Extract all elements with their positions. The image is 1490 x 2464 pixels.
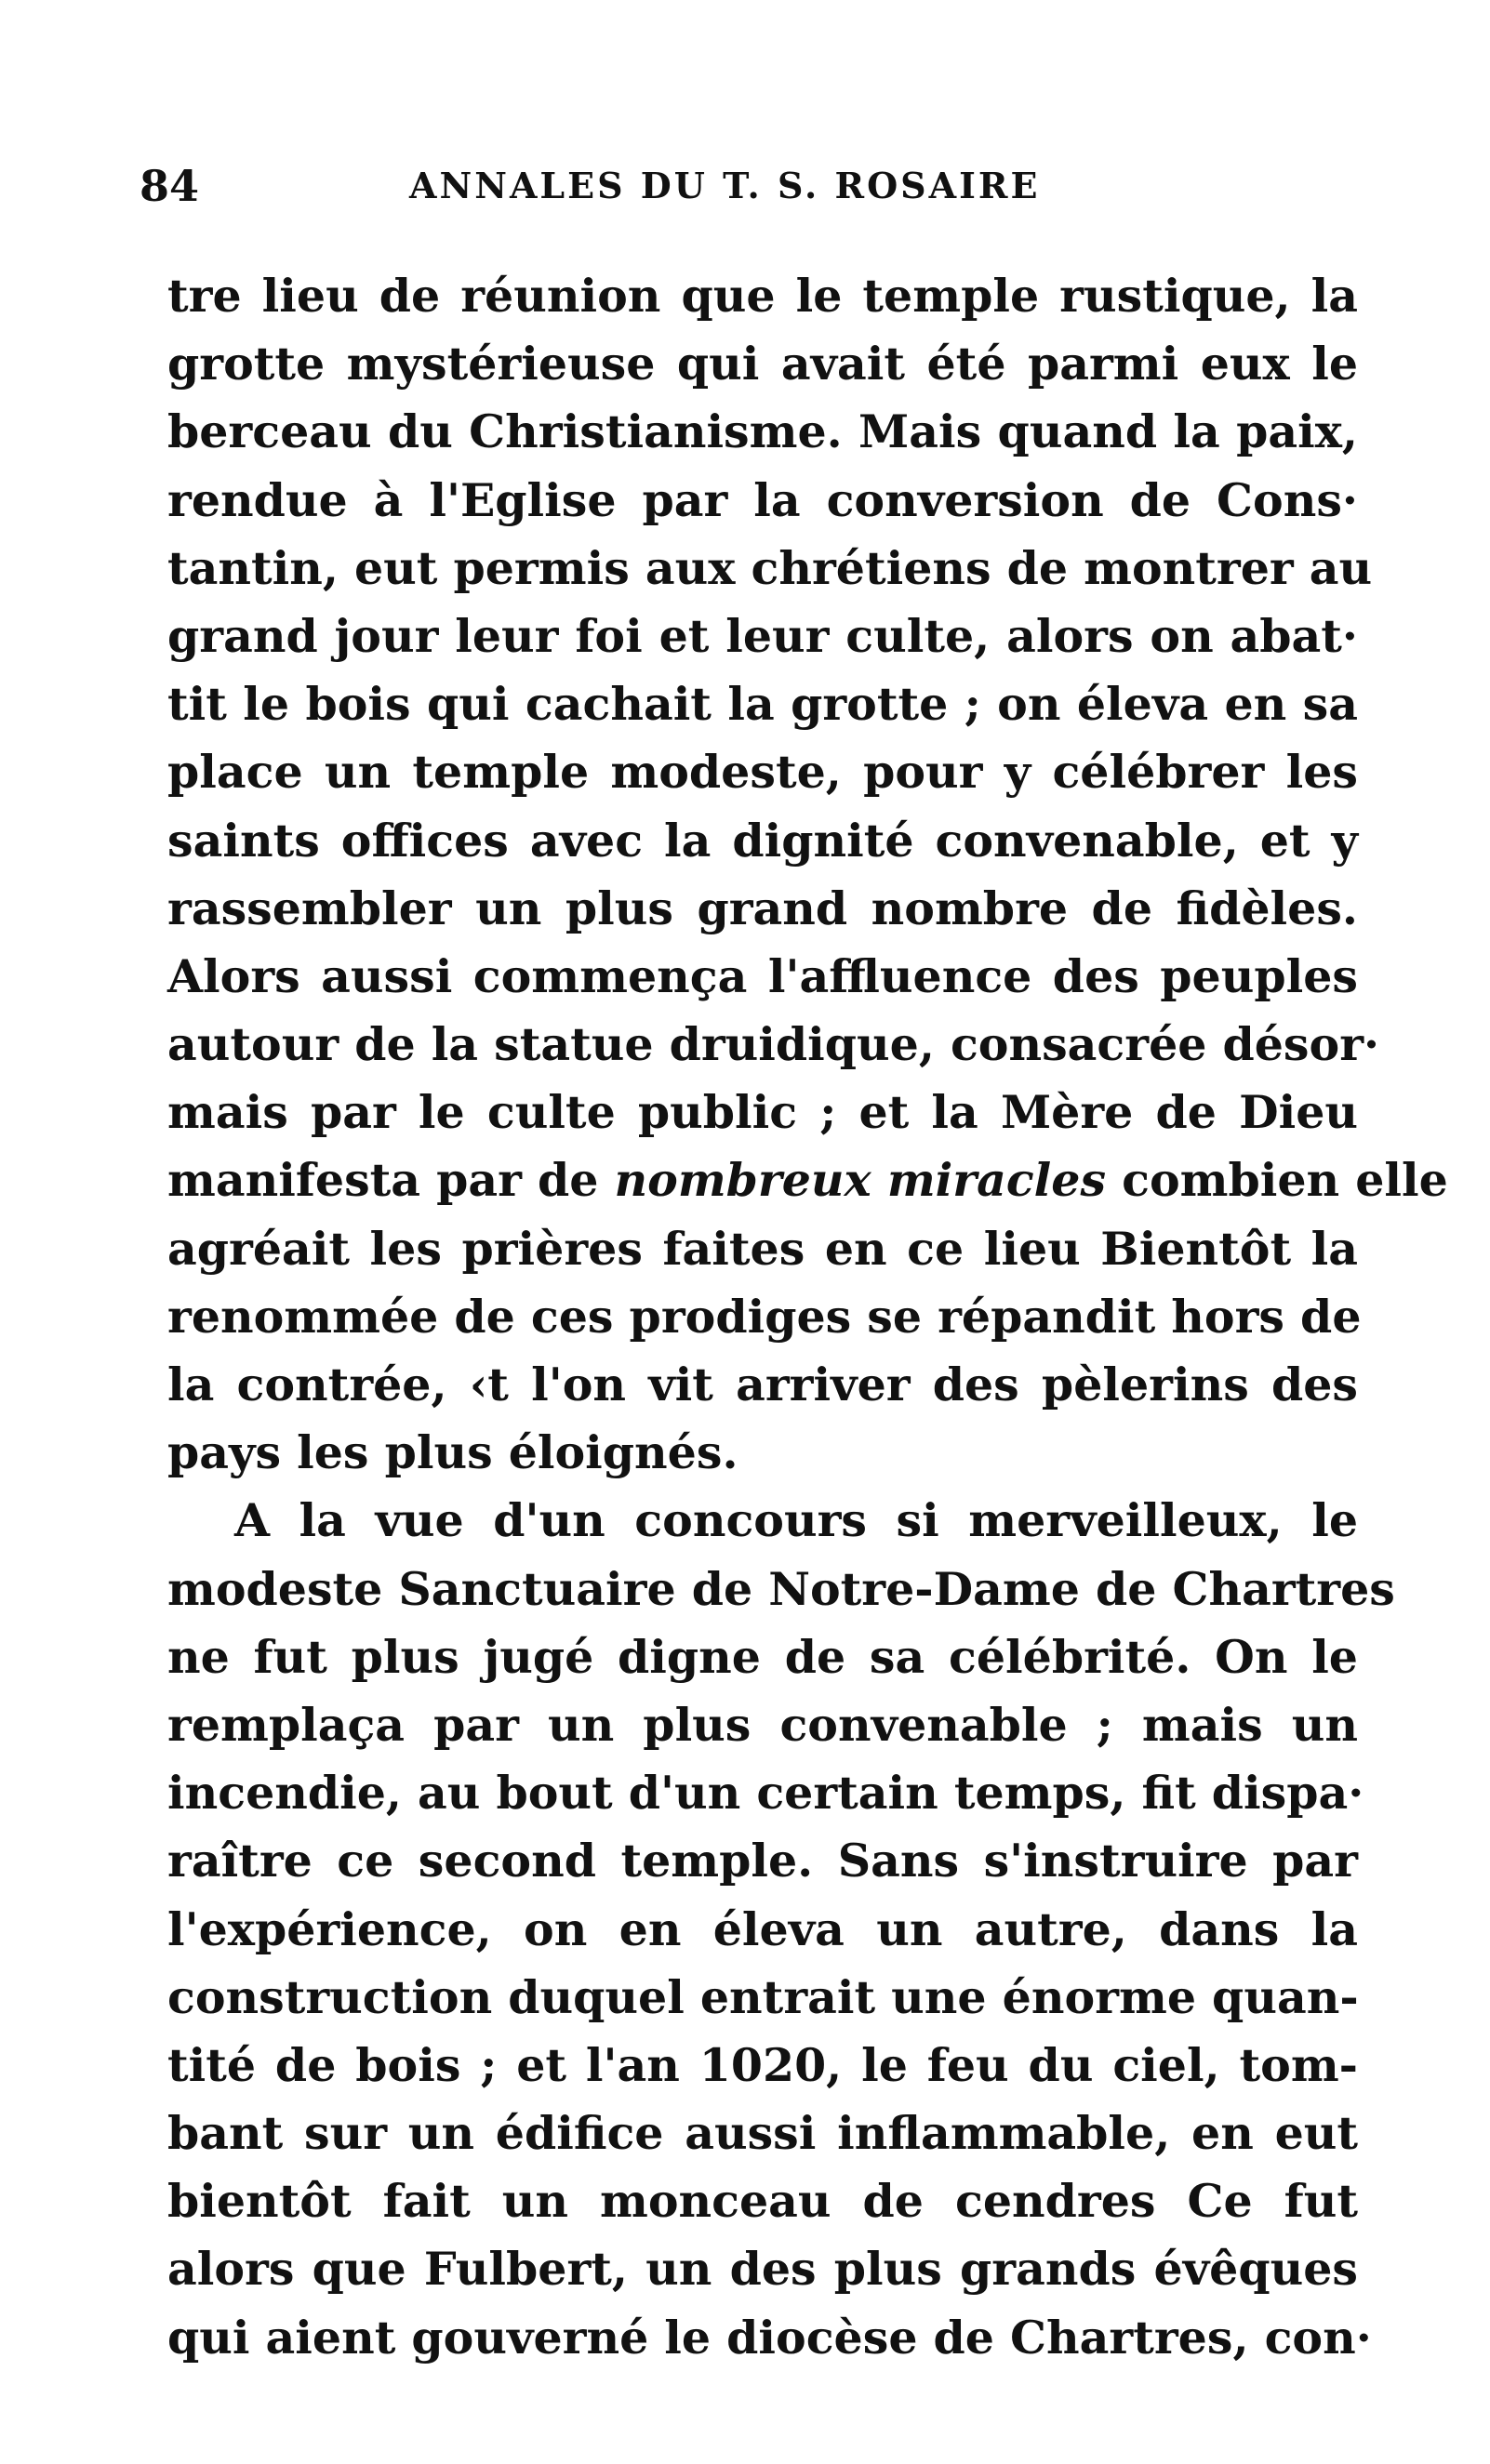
page-header (140, 158, 1088, 214)
text-line: raître ce second temple. Sans s'instruire par (167, 1834, 1358, 1888)
text-line: place un temple modeste, pour y célébrer les (167, 745, 1358, 800)
text-line: tantin, eut permis aux chrétiens de montrer au (167, 540, 1373, 595)
text-line: tité de bois ; et l'an 1020, le feu du ciel, tom- (167, 2037, 1358, 2092)
text-line: grand jour leur foi et leur culte, alors on abat· (167, 608, 1358, 663)
text-line: bant sur un édifice aussi inflammable, en eut (167, 2106, 1358, 2161)
page-number: 84 (140, 161, 200, 211)
text-line: construction duquel entrait une énorme quan- (167, 1969, 1359, 2024)
text-line: Alors aussi commença l'affluence des peuples (167, 948, 1358, 1003)
text-line: ne fut plus jugé digne de sa célébrité. On le (167, 1629, 1358, 1684)
text-line: rendue à l'Eglise par la conversion de Cons· (167, 472, 1358, 527)
text-line: saints offices avec la dignité convenable, et y (167, 813, 1358, 868)
text-line: grotte mystérieuse qui avait été parmi eux le (167, 337, 1358, 391)
italic-text: nombreux miracles (614, 1153, 1107, 1208)
text-line: renommée de ces prodiges se répandit hors de (167, 1289, 1362, 1344)
text-line: l'expérience, on en éleva un autre, dans la (167, 1901, 1358, 1956)
text-line: berceau du Christianisme. Mais quand la paix, (167, 404, 1358, 459)
text-line: autour de la statue druidique, consacrée désor· (167, 1017, 1380, 1072)
paragraph-start-line: A la vue d'un concours si merveilleux, le (234, 1493, 1358, 1548)
text-line: incendie, au bout d'un certain temps, fit dispa· (167, 1766, 1364, 1821)
text-line: agréait les prières faites en ce lieu Bientôt la (167, 1221, 1358, 1276)
running-title: ANNALES DU T. S. ROSAIRE (409, 165, 1041, 206)
text-line: la contrée, ‹t l'on vit arriver des pèlerins des (167, 1358, 1358, 1411)
text-line: tre lieu de réunion que le temple rustique, la (167, 269, 1358, 323)
text-line-italic: manifesta par de nombreux miracles combien elle (167, 1153, 1448, 1208)
text-line: alors que Fulbert, un des plus grands évêques (167, 2242, 1358, 2297)
text-line: tit le bois qui cachait la grotte ; on éleva en sa (167, 677, 1358, 732)
text-line: bientôt fait un monceau de cendres Ce fut (167, 2174, 1358, 2229)
text-line: qui aient gouverné le diocèse de Chartres, con· (167, 2310, 1372, 2365)
text-line: remplaça par un plus convenable ; mais un (167, 1697, 1358, 1752)
body-text (167, 262, 1448, 2372)
text-line: modeste Sanctuaire de Notre-Dame de Chartres (167, 1561, 1395, 1616)
paragraph-end-line: pays les plus éloignés. (167, 1425, 738, 1480)
text-line: mais par le culte public ; et la Mère de Dieu (167, 1085, 1358, 1140)
text-line: rassembler un plus grand nombre de fidèles. (167, 881, 1358, 935)
